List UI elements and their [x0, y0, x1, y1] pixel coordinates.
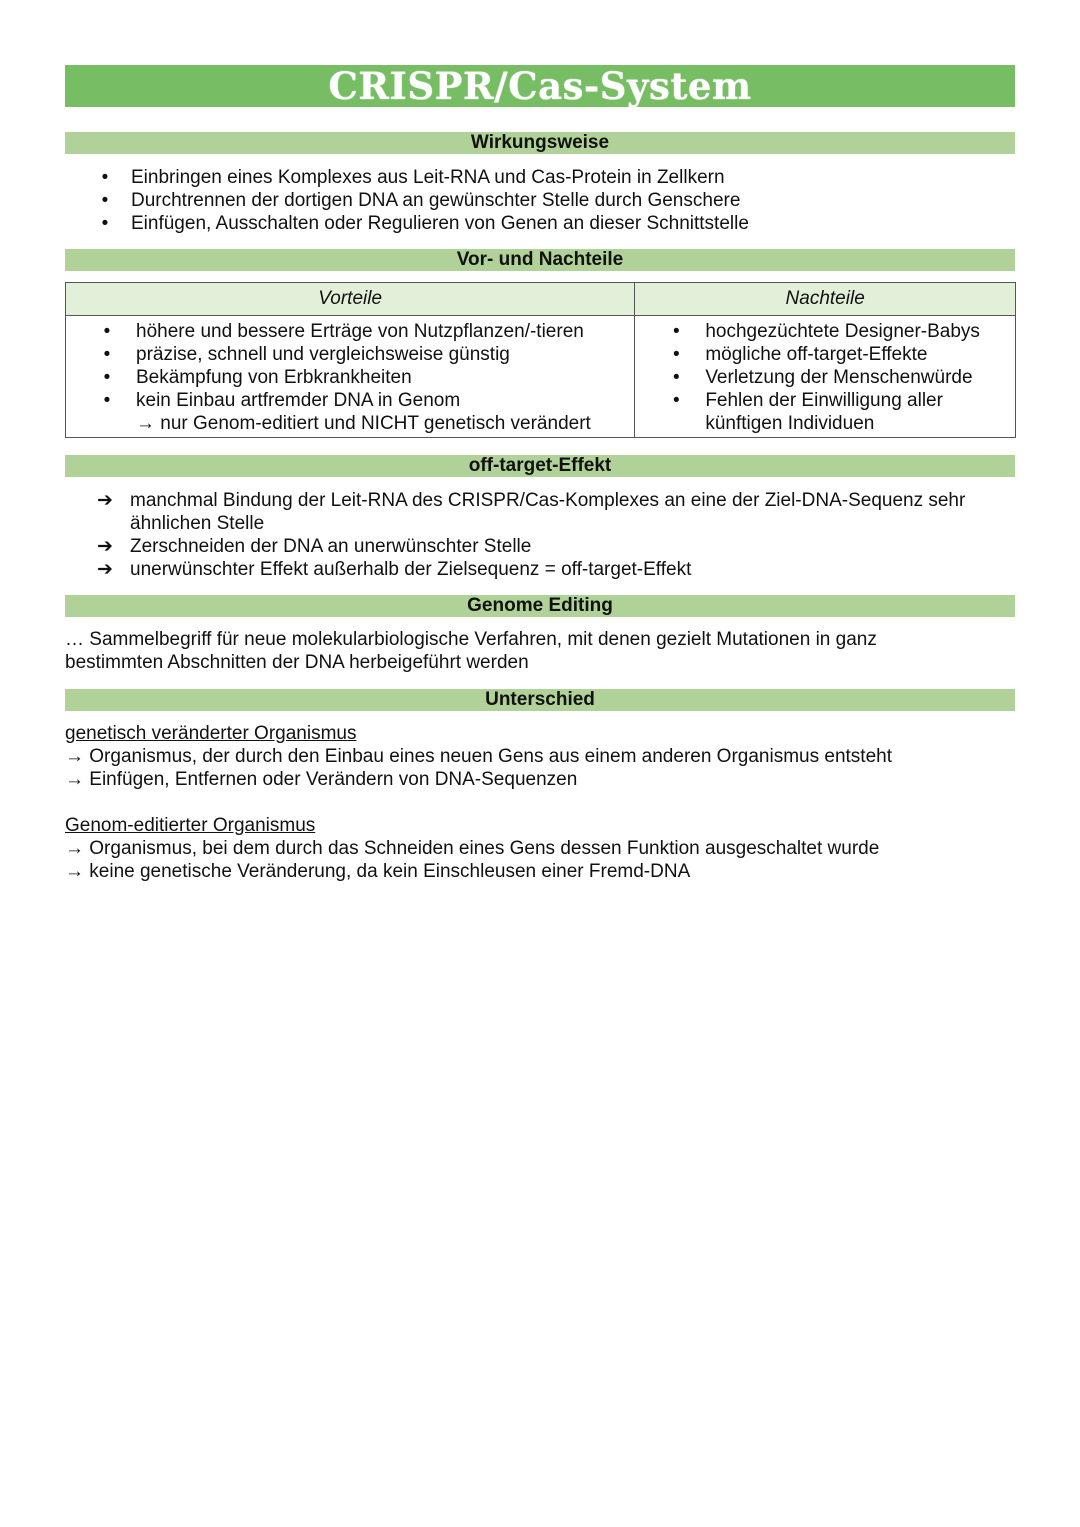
section-heading-off-target: off-target-Effekt [65, 455, 1015, 477]
geo-line-1: → Organismus, bei dem durch das Schneiden eines Gens dessen Funktion ausgeschaltet wurde [65, 838, 880, 859]
bullet-icon: • [672, 344, 680, 365]
nachteile-cell [635, 316, 1016, 438]
bullet-icon: • [103, 321, 111, 342]
bullet-icon: • [101, 190, 109, 211]
list-item: • Einfügen, Ausschalten oder Regulieren von Genen an dieser Schnittstelle [95, 212, 749, 235]
bullet-icon: • [103, 367, 111, 388]
section-heading-vor-nachteile: Vor- und Nachteile [65, 249, 1015, 271]
bullet-icon: • [101, 213, 109, 234]
bullet-icon: • [672, 390, 680, 411]
arrow-right-icon: ➔ [97, 536, 113, 557]
off-target-list [97, 489, 1017, 581]
list-item: • mögliche off-target-Effekte [635, 343, 1015, 366]
genome-editing-definition-line-2: bestimmten Abschnitten der DNA herbeigeführt werden [65, 652, 529, 673]
list-item: • höhere und bessere Erträge von Nutzpflanzen/-tieren [66, 320, 634, 343]
geo-line-2: → keine genetische Veränderung, da kein Einschleusen einer Fremd-DNA [65, 861, 691, 882]
list-item: • kein Einbau artfremder DNA in Genom [66, 389, 634, 412]
bullet-icon: • [101, 167, 109, 188]
section-heading-genome-editing: Genome Editing [65, 595, 1015, 617]
list-item: ➔ unerwünschter Effekt außerhalb der Zielsequenz = off-target-Effekt [97, 559, 692, 580]
genome-editing-definition-line-1: … Sammelbegriff für neue molekularbiologische Verfahren, mit denen gezielt Mutationen in ganz [65, 629, 877, 650]
list-item: • hochgezüchtete Designer-Babys [635, 320, 1015, 343]
wirkungsweise-list [95, 166, 749, 235]
list-item: • Durchtrennen der dortigen DNA an gewünschter Stelle durch Genschere [95, 189, 749, 212]
bullet-icon: • [672, 367, 680, 388]
section-heading-unterschied: Unterschied [65, 689, 1015, 711]
arrow-right-icon: ➔ [97, 559, 113, 580]
column-header-nachteile: Nachteile [635, 283, 1016, 316]
list-item: • Verletzung der Menschenwürde [635, 366, 1015, 389]
list-item: ➔ manchmal Bindung der Leit-RNA des CRISPR/Cas-Komplexes an eine der Ziel-DNA-Sequenz sehr ähnlichen Stelle [97, 490, 966, 534]
gvo-subheading: genetisch veränderter Organismus [65, 723, 357, 744]
list-item: ➔ Zerschneiden der DNA an unerwünschter Stelle [97, 536, 532, 557]
pros-cons-table [65, 282, 1016, 438]
section-heading-wirkungsweise: Wirkungsweise [65, 132, 1015, 154]
vorteile-cell [66, 316, 635, 438]
title-banner [65, 65, 1015, 107]
geo-subheading: Genom-editierter Organismus [65, 815, 316, 836]
bullet-icon: • [103, 390, 111, 411]
list-item: • Fehlen der Einwilligung aller [635, 389, 1015, 412]
arrow-right-icon: ➔ [97, 490, 113, 511]
list-item-continuation: künftigen Individuen [705, 413, 875, 434]
list-item: • Bekämpfung von Erbkrankheiten [66, 366, 634, 389]
page-title: CRISPR/Cas-System [328, 64, 752, 108]
list-item: • Einbringen eines Komplexes aus Leit-RNA und Cas-Protein in Zellkern [95, 166, 749, 189]
list-item: • präzise, schnell und vergleichsweise günstig [66, 343, 634, 366]
bullet-icon: • [103, 344, 111, 365]
gvo-line-1: → Organismus, der durch den Einbau eines neuen Gens aus einem anderen Organismus entsteht [65, 746, 892, 767]
gvo-line-2: → Einfügen, Entfernen oder Verändern von DNA-Sequenzen [65, 769, 578, 790]
bullet-icon: • [672, 321, 680, 342]
list-item-note: → nur Genom-editiert und NICHT genetisch verändert [136, 413, 591, 434]
column-header-vorteile: Vorteile [66, 283, 635, 316]
